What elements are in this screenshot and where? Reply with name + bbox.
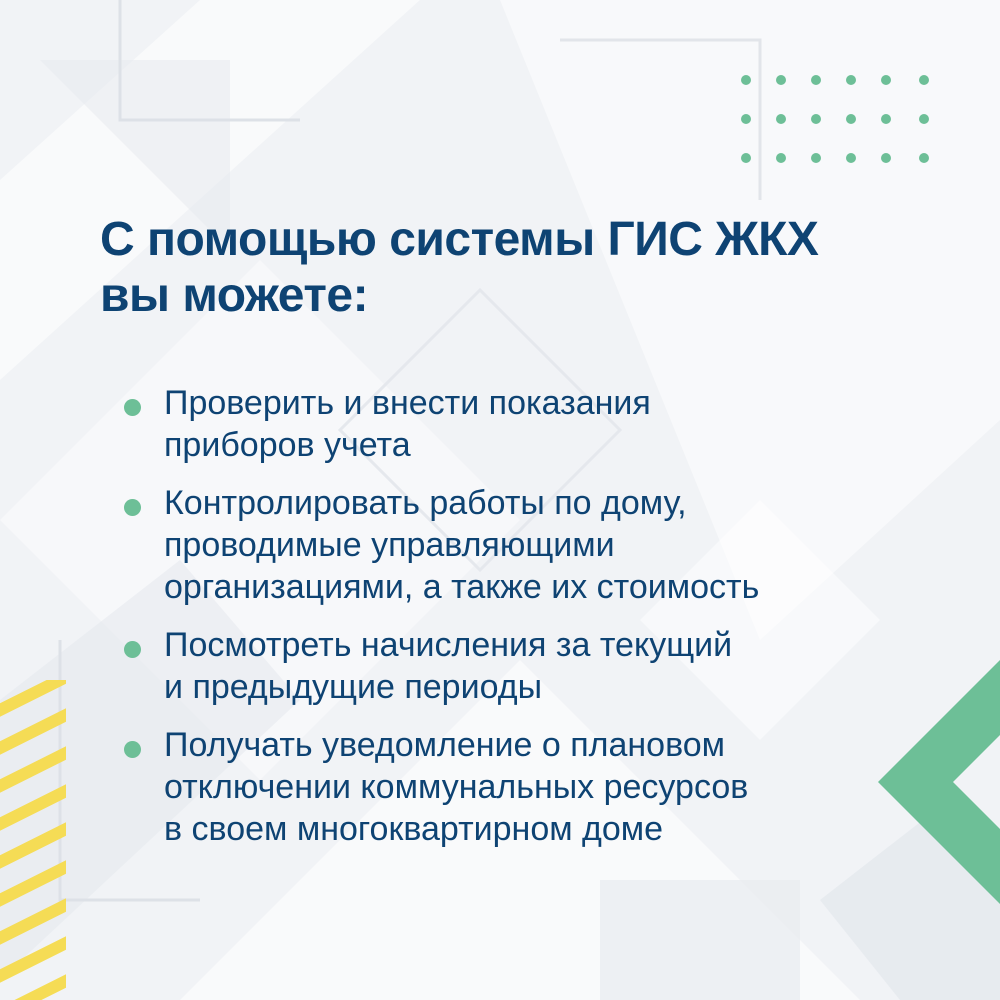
list-item-text: отключении коммунальных ресурсов: [164, 768, 749, 806]
list-item: [120, 482, 920, 608]
list-item: [120, 624, 920, 708]
bullet-dot-icon: [124, 399, 141, 416]
list-item-text: в своем многоквартирном доме: [164, 810, 664, 848]
list-item-text: организациями, а также их стоимость: [164, 568, 760, 606]
page-title: [100, 212, 920, 324]
list-item-text: Проверить и внести показания: [164, 384, 651, 422]
bullet-dot-icon: [124, 499, 141, 516]
list-item-text: Получать уведомление о плановом: [164, 726, 726, 764]
features-list: [120, 382, 920, 866]
list-item-text: проводимые управляющими: [164, 526, 615, 564]
list-item-text: Посмотреть начисления за текущий: [164, 626, 733, 664]
list-item-text: приборов учета: [164, 426, 411, 464]
list-item-text: и предыдущие периоды: [164, 668, 543, 706]
bullet-dot-icon: [124, 741, 141, 758]
list-item-text: Контролировать работы по дому,: [164, 484, 687, 522]
title-line-2: вы можете:: [100, 269, 369, 322]
title-line-1: С помощью системы ГИС ЖКХ: [100, 213, 819, 266]
bullet-dot-icon: [124, 641, 141, 658]
list-item: [120, 724, 920, 850]
list-item: [120, 382, 920, 466]
